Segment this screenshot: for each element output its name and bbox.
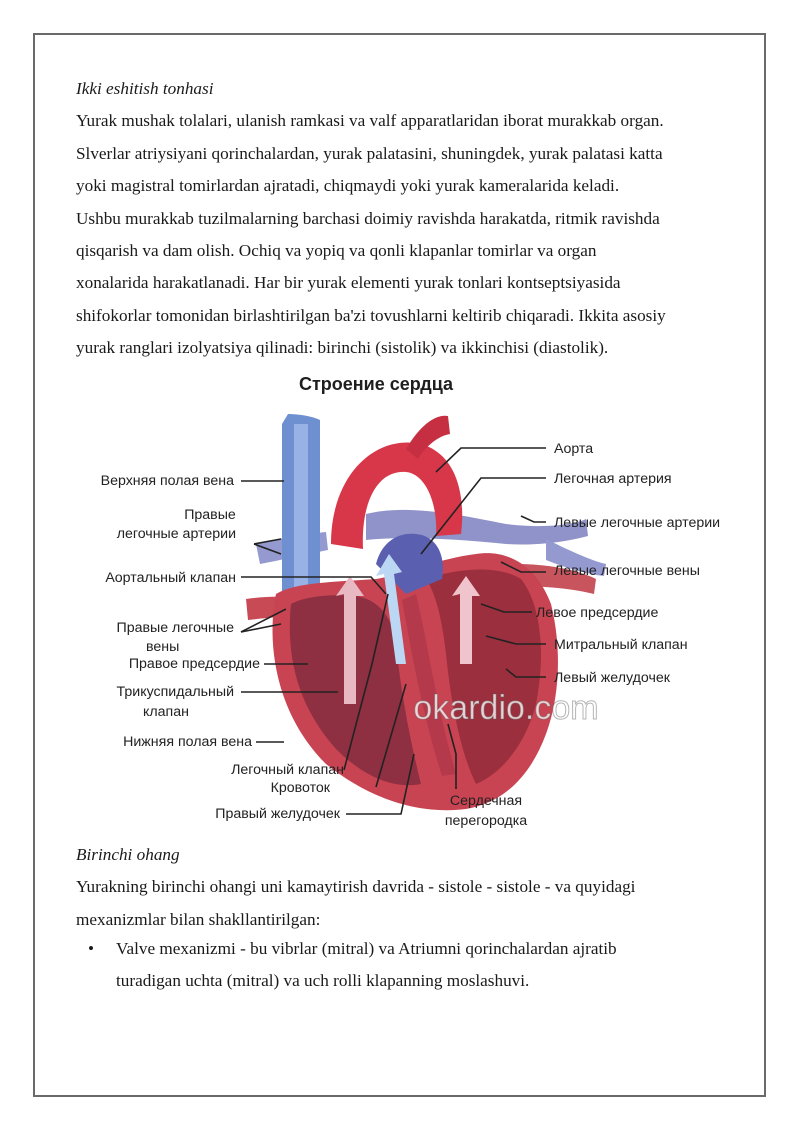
label-superior-vena-cava: Верхняя полая вена (100, 473, 234, 489)
section-heading-birinchi-ohang: Birinchi ohang (76, 845, 180, 864)
paragraph-line: Yurakning birinchi ohangi uni kamaytirish davrida - sistole - sistole - va quyidagi (76, 877, 636, 897)
label-pulmonary-artery: Легочная артерия (554, 471, 672, 487)
label-tricuspid-valve-line2: клапан (143, 704, 189, 720)
label-right-pulmonary-veins-line1: Правые легочные (116, 620, 234, 636)
paragraph-line: yoki magistral tomirlardan ajratadi, chiqmaydi yoki yurak kameralarida keladi. (76, 176, 620, 196)
paragraph-line: xonalarida harakatlanadi. Har bir yurak elementi yurak tonlari kontseptsiyasida (76, 273, 621, 293)
bullet-line: turadigan uchta (mitral) va uch rolli klapanning moslashuvi. (116, 971, 530, 991)
label-left-pulmonary-arteries: Левые легочные артерии (554, 515, 721, 531)
bullet-line: Valve mexanizmi - bu vibrlar (mitral) va Atriumni qorinchalardan ajratib (116, 939, 617, 958)
watermark: okardio.com (413, 689, 599, 727)
section-intro (76, 73, 736, 365)
label-right-atrium: Правое предсердие (128, 656, 260, 672)
label-right-pulmonary-arteries-line1: Правые (184, 507, 236, 523)
paragraph-line: yurak ranglari izolyatsiya qilinadi: birinchi (sistolik) va ikkinchisi (diastolik). (76, 338, 609, 358)
label-mitral-valve: Митральный клапан (554, 637, 688, 653)
label-septum-line2: перегородка (444, 813, 528, 829)
paragraph-line: mexanizmlar bilan shakllantirilgan: (76, 909, 321, 929)
paragraph-line: Slverlar atriysiyani qorinchalardan, yurak palatasini, shuningdek, yurak palatasi katta (76, 143, 663, 163)
section-first-tone (76, 839, 736, 936)
label-tricuspid-valve-line1: Трикуспидальный (116, 684, 234, 700)
paragraph-line: Ushbu murakkab tuzilmalarning barchasi doimiy ravishda harakatda, ritmik ravishda (76, 208, 660, 228)
heart-structure-figure (76, 364, 744, 832)
paragraph-line: qisqarish va dam olish. Ochiq va yopiq va qonli klapanlar tomirlar va organ (76, 241, 597, 261)
label-blood-flow: Кровоток (270, 780, 330, 796)
label-pulmonary-valve: Легочный клапан (231, 762, 344, 778)
bullet-icon: • (88, 939, 95, 958)
label-left-pulmonary-veins: Левые легочные вены (554, 563, 700, 579)
label-aorta: Аорта (554, 441, 594, 457)
label-right-ventricle: Правый желудочек (215, 806, 340, 822)
paragraph-line: shifokorlar tomonidan birlashtirilgan ba'zi tovushlarni keltirib chiqaradi. Ikkita asosiy (76, 305, 666, 325)
label-right-pulmonary-arteries-line2: легочные артерии (116, 526, 236, 542)
bullet-list-item (76, 933, 736, 998)
label-aortic-valve: Аортальный клапан (105, 570, 236, 586)
label-septum-line1: Сердечная (449, 793, 523, 809)
figure-title: Строение сердца (298, 374, 454, 394)
label-left-ventricle: Левый желудочек (554, 670, 670, 686)
section-heading-ikki-eshitish: Ikki eshitish tonhasi (76, 79, 214, 98)
paragraph-line: Yurak mushak tolalari, ulanish ramkasi va valf apparatlaridan iborat murakkab organ. (76, 111, 664, 131)
label-right-pulmonary-veins-line2: вены (146, 639, 180, 655)
label-inferior-vena-cava: Нижняя полая вена (123, 734, 252, 750)
label-left-atrium: Левое предсердие (536, 605, 659, 621)
